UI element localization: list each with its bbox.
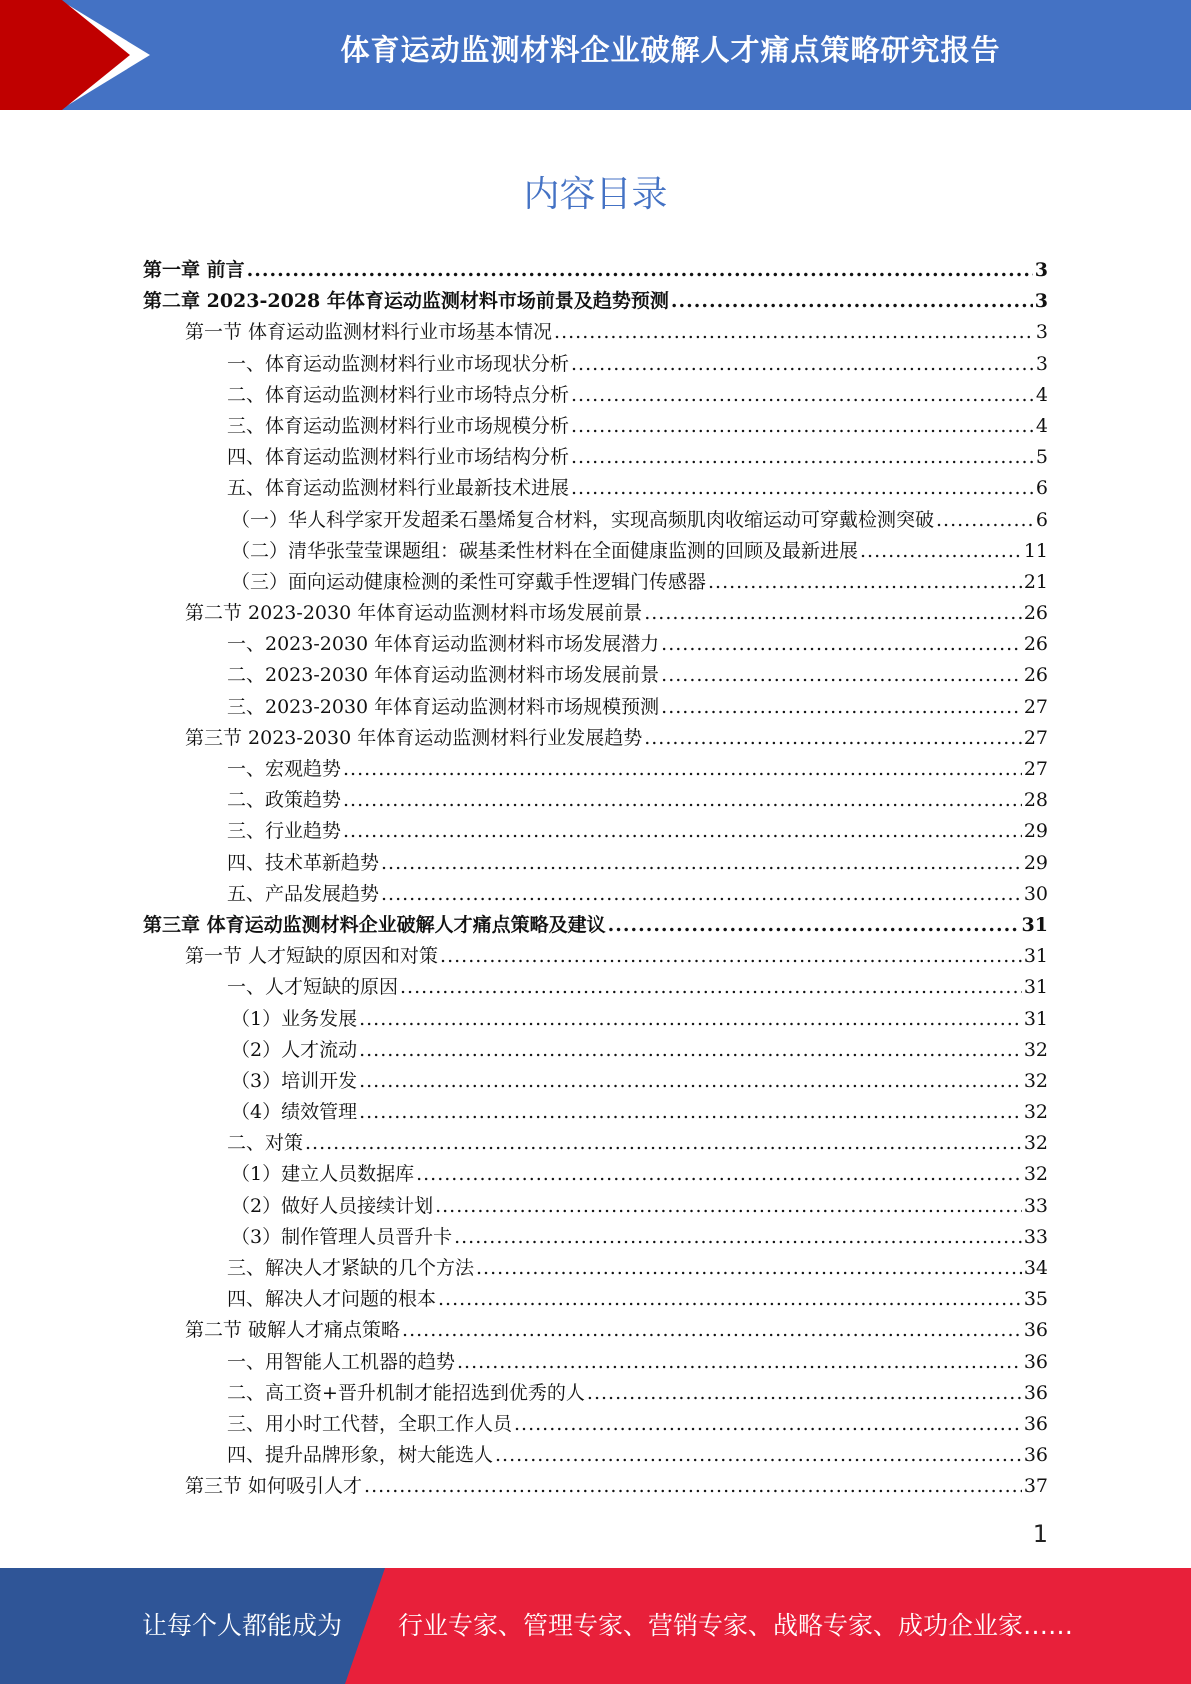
toc-entry-label: （二）清华张莹莹课题组：碳基柔性材料在全面健康监测的回顾及最新进展: [231, 539, 859, 562]
toc-leader-dots: [416, 1163, 1022, 1185]
toc-entry[interactable]: [143, 1097, 1048, 1128]
toc-entry-label: 五、产品发展趋势: [227, 882, 380, 905]
toc-entry[interactable]: [143, 536, 1048, 567]
toc-entry[interactable]: [143, 910, 1048, 941]
toc-entry-page: 34: [1023, 1257, 1048, 1279]
toc-leader-dots: [359, 1039, 1022, 1061]
footer-band: [0, 1568, 1191, 1684]
toc-leader-dots: [936, 509, 1034, 531]
toc-leader-dots: [608, 914, 1020, 936]
toc-entry-page: 36: [1023, 1381, 1048, 1404]
toc-leader-dots: [359, 1070, 1022, 1092]
toc-entry[interactable]: [143, 505, 1048, 536]
toc-entry-page: 6: [1035, 508, 1048, 531]
toc-leader-dots: [247, 259, 1033, 281]
toc-entry-label: 四、解决人才问题的根本: [227, 1288, 437, 1311]
toc-entry[interactable]: [143, 785, 1048, 816]
toc-entry-label: 二、体育运动监测材料行业市场特点分析: [227, 383, 570, 406]
toc-entry[interactable]: [143, 1347, 1048, 1378]
toc-leader-dots: [495, 1444, 1022, 1466]
toc-entry-page: 11: [1023, 539, 1048, 562]
toc-leader-dots: [359, 1101, 1022, 1123]
toc-entry-label: 三、用小时工代替，全职工作人员: [227, 1412, 513, 1435]
toc-leader-dots: [860, 540, 1022, 562]
toc-entry-label: 二、高工资+晋升机制才能招选到优秀的人: [227, 1381, 585, 1404]
toc-leader-dots: [571, 446, 1034, 468]
toc-leader-dots: [571, 415, 1034, 437]
toc-entry-page: 36: [1023, 1412, 1048, 1435]
toc-leader-dots: [402, 1319, 1022, 1341]
toc-entry-label: 第三节 2023-2030 年体育运动监测材料行业发展趋势: [185, 726, 643, 749]
toc-entry-label: 第二章 2023-2028 年体育运动监测材料市场前景及趋势预测: [143, 290, 669, 313]
toc-entry-label: （1）业务发展: [231, 1007, 358, 1030]
report-title: 体育运动监测材料企业破解人才痛点策略研究报告: [340, 33, 1001, 67]
toc-entry-label: 第三节 如何吸引人才: [185, 1475, 363, 1498]
toc-entry-label: （三）面向运动健康检测的柔性可穿戴手性逻辑门传感器: [231, 570, 707, 593]
toc-entry-page: 33: [1023, 1194, 1048, 1217]
toc-entry-page: 36: [1023, 1350, 1048, 1373]
toc-leader-dots: [305, 1132, 1022, 1154]
toc-entry-label: 五、体育运动监测材料行业最新技术进展: [227, 477, 570, 500]
toc-entry-page: 35: [1023, 1288, 1048, 1311]
page-number: 1: [1032, 1520, 1048, 1548]
toc-leader-dots: [438, 1288, 1022, 1310]
toc-entry[interactable]: [143, 692, 1048, 723]
toc-entry-label: 第二节 2023-2030 年体育运动监测材料市场发展前景: [185, 602, 643, 625]
toc-entry[interactable]: [143, 1004, 1048, 1035]
toc-entry-page: 31: [1023, 976, 1048, 999]
toc-entry[interactable]: [143, 629, 1048, 660]
toc-entry-label: 三、体育运动监测材料行业市场规模分析: [227, 414, 570, 437]
toc-entry-page: 29: [1023, 851, 1048, 874]
toc-entry[interactable]: [143, 442, 1048, 473]
toc-entry[interactable]: [143, 754, 1048, 785]
toc-entry[interactable]: [143, 286, 1048, 317]
toc-entry-label: 二、2023-2030 年体育运动监测材料市场发展前景: [227, 664, 660, 687]
toc-entry-page: 27: [1023, 758, 1048, 780]
toc-entry-label: 第一节 体育运动监测材料行业市场基本情况: [185, 321, 553, 344]
toc-entry-label: 四、技术革新趋势: [227, 851, 380, 874]
toc-entry-page: 32: [1023, 1163, 1048, 1186]
toc-entry-label: （2）人才流动: [231, 1038, 358, 1061]
toc-leader-dots: [554, 321, 1034, 343]
toc-entry[interactable]: [143, 317, 1048, 348]
toc-entry-page: 3: [1035, 321, 1048, 344]
toc-entry-page: 32: [1023, 1038, 1048, 1061]
toc-leader-dots: [476, 1257, 1022, 1279]
toc-entry[interactable]: [143, 1284, 1048, 1315]
toc-leader-dots: [440, 945, 1022, 967]
toc-entry-label: 一、宏观趋势: [227, 758, 342, 780]
toc-entry[interactable]: [143, 380, 1048, 411]
toc-entry[interactable]: [143, 879, 1048, 910]
toc-entry-label: 三、2023-2030 年体育运动监测材料市场规模预测: [227, 695, 660, 718]
toc-entry-label: （1）建立人员数据库: [231, 1163, 415, 1186]
toc-entry-label: （2）做好人员接续计划: [231, 1194, 434, 1217]
toc-entry[interactable]: [143, 1159, 1048, 1190]
toc-entry-label: 一、人才短缺的原因: [227, 976, 399, 999]
toc-entry-page: 26: [1023, 602, 1048, 625]
toc-entry-label: 三、行业趋势: [227, 820, 342, 843]
toc-entry-page: 37: [1023, 1475, 1048, 1498]
toc-entry[interactable]: [143, 972, 1048, 1003]
footer-slogan-left: 让每个人都能成为: [142, 1611, 343, 1640]
toc-entry-page: 3: [1034, 290, 1048, 313]
toc-entry-page: 28: [1023, 789, 1048, 812]
toc-entry-page: 31: [1023, 1007, 1048, 1030]
toc-entry-page: 31: [1021, 913, 1048, 936]
toc-entry-page: 30: [1023, 882, 1048, 905]
toc-leader-dots: [364, 1475, 1022, 1497]
toc-entry-label: 一、体育运动监测材料行业市场现状分析: [227, 352, 570, 375]
toc-entry-label: 四、提升品牌形象，树大能选人: [227, 1444, 494, 1467]
toc-entry-label: 二、政策趋势: [227, 789, 342, 812]
toc-entry[interactable]: [143, 1128, 1048, 1159]
toc-entry[interactable]: [143, 567, 1048, 598]
toc-entry-page: 32: [1023, 1101, 1048, 1124]
toc-entry[interactable]: [143, 723, 1048, 754]
toc-entry[interactable]: [143, 816, 1048, 847]
header-band: [0, 0, 1191, 110]
toc-entry-label: 一、2023-2030 年体育运动监测材料市场发展潜力: [227, 633, 660, 656]
toc-leader-dots: [644, 602, 1022, 624]
toc-entry-label: （3）制作管理人员晋升卡: [231, 1225, 453, 1248]
toc-entry-page: 3: [1034, 259, 1048, 281]
toc-entry[interactable]: [143, 349, 1048, 380]
toc-entry-page: 21: [1023, 570, 1048, 593]
toc-entry[interactable]: [143, 1191, 1048, 1222]
toc-entry[interactable]: [143, 598, 1048, 629]
toc-entry-page: 6: [1035, 477, 1048, 500]
toc-entry-label: 第一章 前言: [143, 259, 245, 281]
toc-entry-page: 5: [1035, 446, 1048, 469]
footer-slogan-right: 行业专家、管理专家、营销专家、战略专家、成功企业家……: [398, 1611, 1074, 1640]
toc-entry-label: 第一节 人才短缺的原因和对策: [185, 945, 439, 968]
toc-entry-page: 27: [1023, 726, 1048, 749]
toc-entry-page: 32: [1023, 1132, 1048, 1155]
toc-leader-dots: [457, 1351, 1022, 1373]
table-of-contents: [143, 255, 1048, 1503]
toc-leader-dots: [454, 1226, 1022, 1248]
toc-leader-dots: [400, 976, 1022, 998]
toc-entry-page: 32: [1023, 1069, 1048, 1092]
toc-entry[interactable]: [143, 1253, 1048, 1284]
toc-leader-dots: [359, 1008, 1022, 1030]
toc-leader-dots: [343, 820, 1022, 842]
toc-leader-dots: [661, 633, 1022, 655]
toc-leader-dots: [644, 727, 1022, 749]
toc-entry[interactable]: [143, 1035, 1048, 1066]
header-arrow-icon: [0, 0, 160, 110]
toc-entry-page: 33: [1023, 1225, 1048, 1248]
toc-entry-page: 26: [1023, 633, 1048, 656]
toc-entry[interactable]: [143, 848, 1048, 879]
toc-entry[interactable]: [143, 660, 1048, 691]
toc-entry[interactable]: [143, 473, 1048, 504]
toc-entry-label: 第二节 破解人才痛点策略: [185, 1319, 401, 1342]
toc-entry-label: 四、体育运动监测材料行业市场结构分析: [227, 446, 570, 469]
toc-entry-page: 36: [1023, 1319, 1048, 1342]
toc-heading: 内容目录: [523, 174, 668, 215]
toc-leader-dots: [571, 353, 1034, 375]
toc-entry[interactable]: [143, 255, 1048, 286]
toc-entry[interactable]: [143, 1440, 1048, 1471]
toc-entry[interactable]: [143, 1471, 1048, 1502]
toc-entry[interactable]: [143, 1409, 1048, 1440]
toc-leader-dots: [343, 758, 1022, 780]
toc-entry-page: 3: [1035, 352, 1048, 375]
toc-entry-page: 29: [1023, 820, 1048, 843]
toc-leader-dots: [571, 477, 1034, 499]
toc-entry-label: 一、用智能人工机器的趋势: [227, 1350, 456, 1373]
toc-entry-page: 26: [1023, 664, 1048, 687]
toc-entry-page: 4: [1035, 414, 1048, 437]
toc-leader-dots: [435, 1195, 1022, 1217]
toc-leader-dots: [661, 664, 1022, 686]
toc-entry[interactable]: [143, 1222, 1048, 1253]
toc-entry-label: 第三章 体育运动监测材料企业破解人才痛点策略及建议: [143, 913, 606, 936]
toc-entry-label: （一）华人科学家开发超柔石墨烯复合材料，实现高频肌肉收缩运动可穿戴检测突破: [231, 508, 935, 531]
toc-entry[interactable]: [143, 411, 1048, 442]
toc-entry[interactable]: [143, 1066, 1048, 1097]
toc-entry-page: 36: [1023, 1444, 1048, 1467]
toc-entry-page: 31: [1023, 945, 1048, 968]
toc-leader-dots: [708, 571, 1022, 593]
toc-entry[interactable]: [143, 1378, 1048, 1409]
toc-entry-label: （3）培训开发: [231, 1069, 358, 1092]
toc-entry-label: （4）绩效管理: [231, 1101, 358, 1124]
toc-entry[interactable]: [143, 941, 1048, 972]
toc-entry-page: 27: [1023, 695, 1048, 718]
toc-leader-dots: [661, 696, 1022, 718]
toc-entry-label: 三、解决人才紧缺的几个方法: [227, 1257, 475, 1279]
toc-entry-page: 4: [1035, 383, 1048, 406]
toc-leader-dots: [571, 384, 1034, 406]
toc-entry[interactable]: [143, 1315, 1048, 1346]
toc-leader-dots: [587, 1382, 1022, 1404]
toc-leader-dots: [381, 852, 1022, 874]
toc-leader-dots: [514, 1413, 1022, 1435]
toc-leader-dots: [671, 290, 1033, 312]
toc-leader-dots: [343, 789, 1022, 811]
toc-leader-dots: [381, 883, 1022, 905]
toc-entry-label: 二、对策: [227, 1132, 304, 1155]
